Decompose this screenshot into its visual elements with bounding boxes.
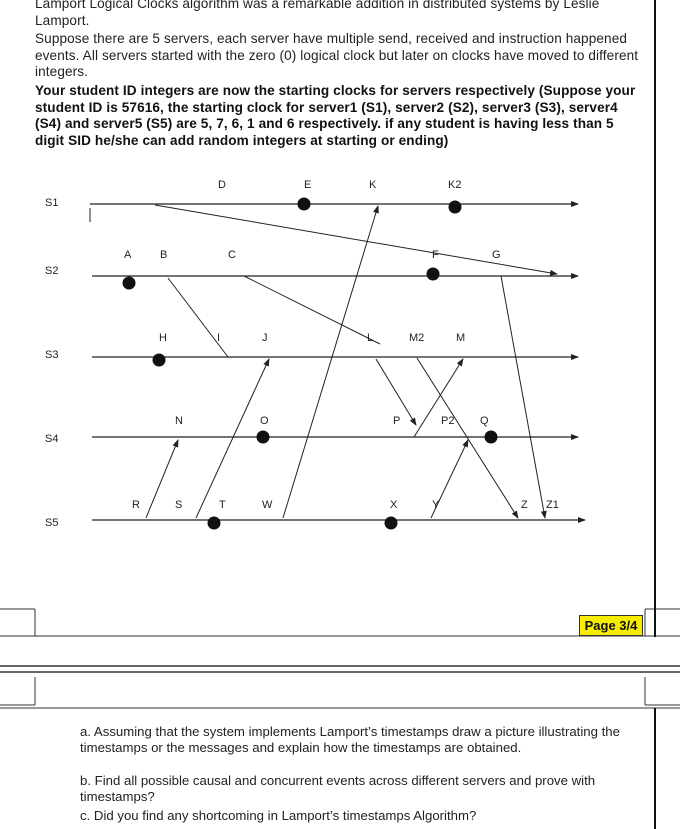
- question-c: c. Did you find any shortcoming in Lamport’s timestamps Algorithm?: [80, 808, 477, 823]
- message-s2-to-s5: [501, 276, 545, 518]
- server-label-s3: S3: [45, 349, 59, 361]
- question-a: a. Assuming that the system implements Lamport’s timestamps draw a picture illustrating the timestamps or the messages and explain how the timestamps are obtained.: [80, 724, 620, 755]
- event-label-n: N: [175, 415, 183, 427]
- server-label-s4: S4: [45, 433, 59, 445]
- event-dot-k2: [449, 201, 462, 214]
- message-s3-to-s5: [417, 358, 518, 518]
- event-dot-h: [153, 354, 166, 367]
- event-label-p: P: [393, 415, 401, 427]
- event-label-k: K: [369, 179, 377, 191]
- event-label-t: T: [219, 499, 226, 511]
- event-dot-t: [208, 517, 221, 530]
- event-label-m: M: [456, 332, 466, 344]
- event-label-c: C: [228, 249, 236, 261]
- event-label-a: A: [124, 249, 132, 261]
- event-dot-f: [427, 268, 440, 281]
- message-s5-to-s4: [146, 440, 178, 518]
- event-label-h: H: [159, 332, 167, 344]
- message-s2-to-s3-b: [168, 278, 228, 357]
- event-label-g: G: [492, 249, 501, 261]
- next-page-right-border: [654, 708, 656, 829]
- event-dot-o: [257, 431, 270, 444]
- event-label-e: E: [304, 179, 312, 191]
- page-number-badge: Page 3/4: [579, 615, 643, 636]
- message-s5-to-s1: [283, 206, 378, 518]
- event-dot-q: [485, 431, 498, 444]
- event-label-z1: Z1: [546, 499, 559, 511]
- event-label-f: F: [432, 249, 439, 261]
- server-label-s1: S1: [45, 197, 59, 209]
- event-label-b: B: [160, 249, 168, 261]
- intro-paragraph-1: Lamport Logical Clocks algorithm was a remarkable addition in distributed systems by Leslie Lamport.: [35, 0, 600, 28]
- event-label-r: R: [132, 499, 140, 511]
- event-label-d: D: [218, 179, 226, 191]
- event-label-p2: P2: [441, 415, 455, 427]
- message-s1-to-s2: [155, 205, 557, 274]
- server-label-s2: S2: [45, 265, 59, 277]
- event-label-z: Z: [521, 499, 528, 511]
- event-dot-a: [123, 277, 136, 290]
- intro-paragraph-3: Your student ID integers are now the starting clocks for servers respectively (Suppose your student ID is 57616, the starting clock for server1 (S1), server2 (S2), server3 (S3), server4 (S4) and server5 (S5) are 5, 7, 6, 1 and 6 respectively. if any student is having less than 5 digit SID he/she can add random integers at starting or ending): [35, 83, 636, 148]
- event-label-x: X: [390, 499, 398, 511]
- event-label-i: I: [217, 332, 221, 344]
- event-dot-e: [298, 198, 311, 211]
- server-label-s5: S5: [45, 517, 59, 529]
- event-label-j: J: [262, 332, 268, 344]
- event-label-k2: K2: [448, 179, 462, 191]
- event-label-s: S: [175, 499, 183, 511]
- event-label-q: Q: [480, 415, 489, 427]
- page-right-border: [654, 0, 656, 637]
- event-label-m2: M2: [409, 332, 425, 344]
- event-label-y: Y: [432, 499, 440, 511]
- question-b: b. Find all possible causal and concurrent events across different servers and prove with timestamps?: [80, 773, 596, 804]
- event-label-w: W: [262, 499, 273, 511]
- event-dot-x: [385, 517, 398, 530]
- event-label-o: O: [260, 415, 269, 427]
- event-label-l: L: [367, 332, 374, 344]
- message-s4-to-s3: [414, 359, 463, 437]
- intro-paragraph-2: Suppose there are 5 servers, each server have multiple send, received and instruction happened events. All servers started with the zero (0) logical clock but later on clocks have moved to different integers.: [35, 31, 639, 80]
